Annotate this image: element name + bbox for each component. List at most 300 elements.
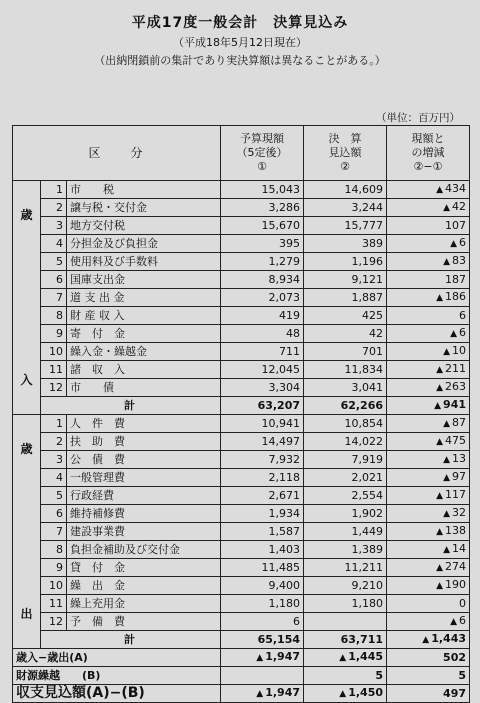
expenditure-total-row — [13, 631, 470, 649]
row-label: 繰上充用金 — [67, 595, 221, 613]
row-label: 地方交付税 — [67, 217, 221, 235]
expenditure-row — [13, 415, 470, 433]
diff-cell — [387, 577, 470, 595]
row-number: 3 — [41, 217, 67, 235]
diff-cell-value: 97 — [452, 470, 467, 483]
diff-cell — [387, 541, 470, 559]
summary-estimate-cell-value: 1,450 — [348, 686, 384, 699]
row-number: 10 — [41, 343, 67, 361]
negative-marker: ▲ — [450, 617, 458, 627]
total-budget-cell — [221, 631, 304, 649]
total-budget-cell-value: 65,154 — [257, 633, 301, 646]
diff-cell-value: 14 — [452, 542, 467, 555]
diff-cell-value: 10 — [452, 344, 467, 357]
estimate-cell-value: 701 — [362, 345, 384, 358]
summary-row — [13, 649, 470, 667]
budget-cell-value: 6 — [293, 615, 301, 628]
total-diff-cell — [387, 397, 470, 415]
revenue-section-label — [13, 181, 41, 415]
revenue-row — [13, 217, 470, 235]
estimate-cell-value: 15,777 — [344, 219, 384, 232]
row-label: 諸 収 入 — [67, 361, 221, 379]
report-note: （出納閉鎖前の集計であり実決算額は異なることがある。） — [94, 54, 386, 67]
negative-marker: ▲ — [436, 491, 444, 501]
diff-cell — [387, 271, 470, 289]
header-budget-line1: 予算現額 — [240, 132, 285, 145]
summary-row — [13, 685, 470, 703]
summary-estimate-cell-value: 1,445 — [348, 650, 384, 663]
diff-cell — [387, 451, 470, 469]
diff-cell-value: 274 — [445, 560, 467, 573]
estimate-cell-value: 3,041 — [351, 381, 384, 394]
estimate-cell — [304, 469, 387, 487]
budget-cell-value: 15,043 — [261, 183, 301, 196]
row-number: 11 — [41, 595, 67, 613]
summary-budget-cell — [221, 649, 304, 667]
budget-cell — [221, 361, 304, 379]
budget-cell-value: 7,932 — [268, 453, 301, 466]
report-date: （平成18年5月12日現在） — [173, 36, 307, 49]
budget-cell — [221, 613, 304, 631]
summary-budget-cell-value: 1,947 — [265, 650, 301, 663]
header-diff — [387, 126, 470, 181]
budget-cell — [221, 469, 304, 487]
section-label-top: 歳 — [20, 441, 33, 456]
estimate-cell — [304, 253, 387, 271]
revenue-row — [13, 307, 470, 325]
budget-cell — [221, 289, 304, 307]
summary-diff-cell-value: 5 — [458, 669, 467, 682]
diff-cell — [387, 199, 470, 217]
summary-diff-cell — [387, 667, 470, 685]
expenditure-row — [13, 559, 470, 577]
estimate-cell-value: 3,244 — [351, 201, 384, 214]
estimate-cell-value: 1,887 — [351, 291, 384, 304]
diff-cell — [387, 505, 470, 523]
negative-marker: ▲ — [450, 329, 458, 339]
diff-cell-value: 42 — [452, 200, 467, 213]
negative-marker: ▲ — [443, 419, 451, 429]
budget-cell-value: 1,279 — [268, 255, 301, 268]
negative-marker: ▲ — [434, 401, 442, 411]
row-label: 市 税 — [67, 181, 221, 199]
row-label: 一般管理費 — [67, 469, 221, 487]
estimate-cell-value: 2,554 — [351, 489, 384, 502]
estimate-cell-value: 11,211 — [344, 561, 384, 574]
negative-marker: ▲ — [436, 581, 444, 591]
header-estimate — [304, 126, 387, 181]
estimate-cell-value: 2,021 — [351, 471, 384, 484]
row-number: 4 — [41, 469, 67, 487]
budget-cell — [221, 505, 304, 523]
diff-cell — [387, 343, 470, 361]
budget-cell — [221, 433, 304, 451]
budget-cell-value: 1,587 — [268, 525, 301, 538]
header-diff-line1: 現額と — [411, 132, 445, 145]
summary-estimate-cell — [304, 685, 387, 703]
total-estimate-cell — [304, 397, 387, 415]
estimate-cell — [304, 487, 387, 505]
row-number: 5 — [41, 253, 67, 271]
estimate-cell — [304, 289, 387, 307]
budget-cell — [221, 559, 304, 577]
estimate-cell-value: 425 — [362, 309, 384, 322]
estimate-cell-value: 1,389 — [351, 543, 384, 556]
estimate-cell-value: 7,919 — [351, 453, 384, 466]
total-estimate-cell — [304, 631, 387, 649]
expenditure-row — [13, 469, 470, 487]
estimate-cell-value: 1,196 — [351, 255, 384, 268]
header-estimate-line2: 見込額 — [328, 146, 362, 159]
summary-diff-cell-value: 497 — [443, 687, 467, 700]
expenditure-row — [13, 595, 470, 613]
header-estimate-line1: 決 算 — [328, 132, 362, 145]
total-estimate-cell-value: 63,711 — [340, 633, 384, 646]
header-category: 区 分 — [13, 126, 221, 181]
diff-cell-value: 187 — [445, 273, 467, 286]
table-body — [13, 181, 470, 703]
row-label: 扶 助 費 — [67, 433, 221, 451]
row-label: 人 件 費 — [67, 415, 221, 433]
negative-marker: ▲ — [256, 653, 264, 663]
diff-cell-value: 186 — [445, 290, 467, 303]
estimate-cell — [304, 415, 387, 433]
summary-budget-cell-value: 1,947 — [265, 686, 301, 699]
budget-cell — [221, 595, 304, 613]
diff-cell — [387, 181, 470, 199]
budget-cell-value: 2,073 — [268, 291, 301, 304]
diff-cell — [387, 379, 470, 397]
estimate-cell — [304, 235, 387, 253]
estimate-cell — [304, 577, 387, 595]
expenditure-row — [13, 613, 470, 631]
negative-marker: ▲ — [436, 185, 444, 195]
row-label: 分担金及び負担金 — [67, 235, 221, 253]
summary-estimate-cell — [304, 667, 387, 685]
budget-cell — [221, 253, 304, 271]
header-estimate-line3: ② — [340, 160, 350, 173]
expenditure-row — [13, 433, 470, 451]
estimate-cell — [304, 523, 387, 541]
report-title: 平成17度一般会計 決算見込み — [131, 15, 349, 31]
budget-cell — [221, 235, 304, 253]
diff-cell-value: 107 — [445, 219, 467, 232]
diff-cell — [387, 289, 470, 307]
revenue-row — [13, 361, 470, 379]
row-number: 7 — [41, 523, 67, 541]
negative-marker: ▲ — [436, 383, 444, 393]
row-label: 財 産 収 入 — [67, 307, 221, 325]
estimate-cell-value: 14,609 — [344, 183, 384, 196]
summary-row — [13, 667, 470, 685]
negative-marker: ▲ — [443, 509, 451, 519]
row-label: 維持補修費 — [67, 505, 221, 523]
summary-budget-cell — [221, 667, 304, 685]
estimate-cell — [304, 217, 387, 235]
budget-cell-value: 15,670 — [261, 219, 301, 232]
diff-cell — [387, 433, 470, 451]
summary-estimate-cell-value: 5 — [375, 669, 384, 682]
total-label: 計 — [41, 397, 221, 415]
budget-cell — [221, 307, 304, 325]
row-number: 11 — [41, 361, 67, 379]
negative-marker: ▲ — [443, 257, 451, 267]
diff-cell-value: 0 — [459, 597, 467, 610]
revenue-row — [13, 289, 470, 307]
revenue-row — [13, 379, 470, 397]
budget-cell — [221, 343, 304, 361]
negative-marker: ▲ — [436, 437, 444, 447]
budget-cell-value: 2,671 — [268, 489, 301, 502]
unit-label: （単位：百万円） — [376, 112, 460, 124]
estimate-cell — [304, 451, 387, 469]
row-number: 9 — [41, 559, 67, 577]
total-diff-cell-value: 1,443 — [431, 632, 467, 645]
row-label: 行政経費 — [67, 487, 221, 505]
row-label: 貸 付 金 — [67, 559, 221, 577]
estimate-cell — [304, 343, 387, 361]
total-label: 計 — [41, 631, 221, 649]
row-number: 7 — [41, 289, 67, 307]
summary-label: 歳入−歳出(A) — [13, 649, 221, 667]
row-number: 6 — [41, 271, 67, 289]
summary-diff-cell — [387, 649, 470, 667]
diff-cell — [387, 595, 470, 613]
revenue-row — [13, 325, 470, 343]
diff-cell — [387, 415, 470, 433]
row-label: 譲与税・交付金 — [67, 199, 221, 217]
total-budget-cell-value: 63,207 — [257, 399, 301, 412]
expenditure-row — [13, 505, 470, 523]
negative-marker: ▲ — [443, 203, 451, 213]
row-label: 予 備 費 — [67, 613, 221, 631]
estimate-cell — [304, 595, 387, 613]
row-number: 8 — [41, 541, 67, 559]
estimate-cell — [304, 541, 387, 559]
total-budget-cell — [221, 397, 304, 415]
summary-label: 収支見込額(A)−(B) — [13, 685, 221, 703]
diff-cell-value: 117 — [445, 488, 467, 501]
negative-marker: ▲ — [443, 455, 451, 465]
row-number: 8 — [41, 307, 67, 325]
diff-cell-value: 190 — [445, 578, 467, 591]
negative-marker: ▲ — [422, 635, 430, 645]
diff-cell — [387, 235, 470, 253]
summary-diff-cell-value: 502 — [443, 651, 467, 664]
section-label-top: 歳 — [20, 207, 33, 222]
summary-diff-cell — [387, 685, 470, 703]
header-row — [13, 126, 470, 181]
budget-cell-value: 3,304 — [268, 381, 301, 394]
row-label: 道 支 出 金 — [67, 289, 221, 307]
budget-cell — [221, 577, 304, 595]
row-number: 5 — [41, 487, 67, 505]
budget-cell — [221, 199, 304, 217]
diff-cell — [387, 307, 470, 325]
revenue-total-row — [13, 397, 470, 415]
estimate-cell-value: 9,121 — [351, 273, 384, 286]
revenue-row — [13, 271, 470, 289]
budget-cell-value: 3,286 — [268, 201, 301, 214]
row-label: 負担金補助及び交付金 — [67, 541, 221, 559]
row-label: 寄 付 金 — [67, 325, 221, 343]
row-label: 繰 出 金 — [67, 577, 221, 595]
estimate-cell-value: 389 — [362, 237, 384, 250]
budget-cell — [221, 523, 304, 541]
estimate-cell — [304, 181, 387, 199]
budget-cell-value: 1,403 — [268, 543, 301, 556]
diff-cell — [387, 325, 470, 343]
total-diff-cell — [387, 631, 470, 649]
estimate-cell-value: 42 — [369, 327, 384, 340]
header-diff-line3: ②−① — [413, 160, 443, 173]
expenditure-section-label — [13, 415, 41, 649]
row-label: 国庫支出金 — [67, 271, 221, 289]
section-label-bottom: 入 — [20, 372, 33, 387]
diff-cell — [387, 559, 470, 577]
negative-marker: ▲ — [443, 545, 451, 555]
budget-cell — [221, 271, 304, 289]
budget-cell-value: 14,497 — [261, 435, 301, 448]
negative-marker: ▲ — [450, 239, 458, 249]
diff-cell-value: 138 — [445, 524, 467, 537]
diff-cell-value: 263 — [445, 380, 467, 393]
negative-marker: ▲ — [436, 527, 444, 537]
row-number: 2 — [41, 199, 67, 217]
diff-cell-value: 6 — [459, 236, 467, 249]
summary-budget-cell — [221, 685, 304, 703]
budget-cell-value: 12,045 — [261, 363, 301, 376]
row-label: 繰入金・繰越金 — [67, 343, 221, 361]
estimate-cell — [304, 613, 387, 631]
revenue-row — [13, 343, 470, 361]
negative-marker: ▲ — [436, 563, 444, 573]
expenditure-row — [13, 451, 470, 469]
diff-cell-value: 32 — [452, 506, 467, 519]
header-budget-line3: ① — [257, 160, 267, 173]
diff-cell-value: 6 — [459, 614, 467, 627]
estimate-cell — [304, 307, 387, 325]
budget-cell — [221, 181, 304, 199]
total-estimate-cell-value: 62,266 — [340, 399, 384, 412]
revenue-row — [13, 253, 470, 271]
row-number: 6 — [41, 505, 67, 523]
estimate-cell — [304, 433, 387, 451]
estimate-cell — [304, 325, 387, 343]
header-diff-line2: の増減 — [411, 146, 445, 159]
total-diff-cell-value: 941 — [443, 398, 467, 411]
estimate-cell — [304, 559, 387, 577]
budget-cell — [221, 487, 304, 505]
budget-cell-value: 48 — [286, 327, 301, 340]
revenue-row — [13, 235, 470, 253]
row-number: 9 — [41, 325, 67, 343]
summary-estimate-cell — [304, 649, 387, 667]
row-label: 市 債 — [67, 379, 221, 397]
revenue-row — [13, 181, 470, 199]
diff-cell — [387, 469, 470, 487]
estimate-cell-value: 1,180 — [351, 597, 384, 610]
negative-marker: ▲ — [436, 293, 444, 303]
negative-marker: ▲ — [256, 689, 264, 699]
diff-cell-value: 6 — [459, 309, 467, 322]
row-label: 使用料及び手数料 — [67, 253, 221, 271]
diff-cell — [387, 253, 470, 271]
estimate-cell — [304, 379, 387, 397]
estimate-cell — [304, 271, 387, 289]
row-number: 1 — [41, 415, 67, 433]
budget-table — [12, 125, 470, 703]
estimate-cell-value: 11,834 — [344, 363, 384, 376]
budget-cell-value: 711 — [279, 345, 301, 358]
negative-marker: ▲ — [339, 653, 347, 663]
diff-cell-value: 83 — [452, 254, 467, 267]
row-number: 12 — [41, 379, 67, 397]
row-number: 2 — [41, 433, 67, 451]
header-budget-line2: （5定後） — [236, 146, 288, 159]
diff-cell-value: 475 — [445, 434, 467, 447]
estimate-cell — [304, 199, 387, 217]
diff-cell-value: 13 — [452, 452, 467, 465]
estimate-cell-value: 10,854 — [344, 417, 384, 430]
budget-cell-value: 2,118 — [268, 471, 301, 484]
budget-cell-value: 8,934 — [268, 273, 301, 286]
row-number: 1 — [41, 181, 67, 199]
diff-cell-value: 211 — [445, 362, 467, 375]
budget-cell — [221, 415, 304, 433]
diff-cell-value: 434 — [445, 182, 467, 195]
estimate-cell-value: 1,449 — [351, 525, 384, 538]
summary-label: 財源繰越 (B) — [13, 667, 221, 685]
budget-cell — [221, 325, 304, 343]
diff-cell — [387, 613, 470, 631]
estimate-cell — [304, 361, 387, 379]
budget-cell — [221, 451, 304, 469]
diff-cell — [387, 487, 470, 505]
budget-cell-value: 1,180 — [268, 597, 301, 610]
budget-cell — [221, 379, 304, 397]
row-label: 公 債 費 — [67, 451, 221, 469]
budget-cell-value: 395 — [279, 237, 301, 250]
expenditure-row — [13, 523, 470, 541]
row-number: 12 — [41, 613, 67, 631]
row-number: 4 — [41, 235, 67, 253]
expenditure-row — [13, 577, 470, 595]
budget-cell-value: 9,400 — [268, 579, 301, 592]
estimate-cell — [304, 505, 387, 523]
budget-cell-value: 10,941 — [261, 417, 301, 430]
negative-marker: ▲ — [339, 689, 347, 699]
estimate-cell-value: 14,022 — [344, 435, 384, 448]
budget-cell — [221, 217, 304, 235]
budget-cell-value: 419 — [279, 309, 301, 322]
expenditure-row — [13, 541, 470, 559]
estimate-cell-value: 1,902 — [351, 507, 384, 520]
diff-cell — [387, 361, 470, 379]
diff-cell — [387, 523, 470, 541]
diff-cell-value: 87 — [452, 416, 467, 429]
budget-cell — [221, 541, 304, 559]
row-number: 10 — [41, 577, 67, 595]
negative-marker: ▲ — [436, 365, 444, 375]
negative-marker: ▲ — [443, 347, 451, 357]
row-number: 3 — [41, 451, 67, 469]
diff-cell-value: 6 — [459, 326, 467, 339]
section-label-bottom: 出 — [20, 606, 33, 621]
diff-cell — [387, 217, 470, 235]
budget-cell-value: 1,934 — [268, 507, 301, 520]
header-budget — [221, 126, 304, 181]
